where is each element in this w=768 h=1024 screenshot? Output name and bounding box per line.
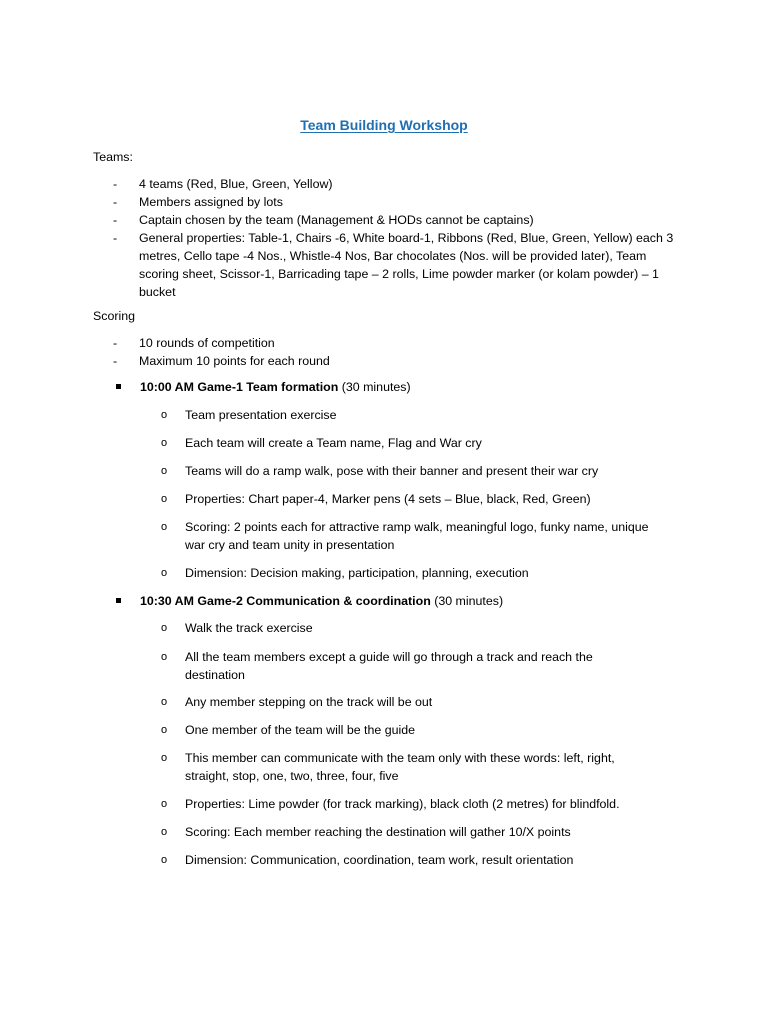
dash-marker: - bbox=[113, 195, 118, 209]
list-item-text: Team presentation exercise bbox=[185, 408, 337, 422]
game-1-duration: (30 minutes) bbox=[338, 380, 411, 394]
list-item-text: Scoring: 2 points each for attractive ramp walk, meaningful logo, funky name, unique war cry and team unity in presentation bbox=[185, 520, 649, 552]
circle-bullet-icon: o bbox=[161, 465, 168, 477]
list-item bbox=[113, 352, 683, 370]
dash-marker: - bbox=[113, 231, 118, 245]
list-item-text: 4 teams (Red, Blue, Green, Yellow) bbox=[139, 177, 333, 191]
scoring-heading: Scoring bbox=[93, 309, 136, 323]
list-item bbox=[113, 211, 683, 229]
circle-bullet-icon: o bbox=[161, 752, 168, 764]
game-1-title-bold: 10:00 AM Game-1 Team formation bbox=[140, 380, 339, 394]
list-item-text: General properties: Table-1, Chairs -6, White board-1, Ribbons (Red, Blue, Green, Yellow) each 3 metres, Cello tape -4 Nos., Whistle-4 Nos, Bar chocolates (Nos. will be provided later), Team scoring sheet, Scissor-1, Barricading tape – 2 rolls, Lime powder marker (or kolam powder) – 1 bucket bbox=[139, 231, 674, 299]
list-item bbox=[113, 175, 683, 193]
list-item-text: Walk the track exercise bbox=[185, 621, 313, 635]
list-item-text: Scoring: Each member reaching the destination will gather 10/X points bbox=[185, 825, 571, 839]
list-item bbox=[113, 229, 683, 301]
circle-bullet-icon: o bbox=[161, 493, 168, 505]
square-bullet-icon bbox=[116, 598, 121, 603]
circle-bullet-icon: o bbox=[161, 651, 168, 663]
dash-marker: - bbox=[113, 354, 118, 368]
list-item-text: Properties: Lime powder (for track marking), black cloth (2 metres) for blindfold. bbox=[185, 797, 620, 811]
circle-bullet-icon: o bbox=[161, 696, 168, 708]
list-item-text: Maximum 10 points for each round bbox=[139, 354, 330, 368]
circle-bullet-icon: o bbox=[161, 798, 168, 810]
game-2-title bbox=[140, 592, 503, 610]
list-item-text: Teams will do a ramp walk, pose with their banner and present their war cry bbox=[185, 464, 599, 478]
square-bullet-icon bbox=[116, 384, 121, 389]
list-item-text: Dimension: Decision making, participation, planning, execution bbox=[185, 566, 529, 580]
teams-list bbox=[113, 175, 683, 301]
circle-bullet-icon: o bbox=[161, 521, 168, 533]
dash-marker: - bbox=[113, 336, 118, 350]
circle-bullet-icon: o bbox=[161, 854, 168, 866]
list-item-text: Each team will create a Team name, Flag and War cry bbox=[185, 436, 482, 450]
dash-marker: - bbox=[113, 213, 118, 227]
list-item-text: All the team members except a guide will go through a track and reach the destination bbox=[185, 650, 593, 682]
dash-marker: - bbox=[113, 177, 118, 191]
document-title: Team Building Workshop bbox=[300, 117, 468, 133]
circle-bullet-icon: o bbox=[161, 724, 168, 736]
list-item-text: 10 rounds of competition bbox=[139, 336, 275, 350]
list-item bbox=[113, 193, 683, 211]
scoring-list bbox=[113, 334, 683, 370]
list-item-text: This member can communicate with the team only with these words: left, right, straight, stop, one, two, three, four, five bbox=[185, 751, 615, 783]
list-item bbox=[113, 334, 683, 352]
game-2-duration: (30 minutes) bbox=[430, 594, 504, 608]
list-item-text: Dimension: Communication, coordination, team work, result orientation bbox=[185, 853, 574, 867]
list-item-text: Members assigned by lots bbox=[139, 195, 283, 209]
circle-bullet-icon: o bbox=[161, 567, 168, 579]
list-item-text: Any member stepping on the track will be out bbox=[185, 695, 433, 709]
circle-bullet-icon: o bbox=[161, 826, 168, 838]
teams-heading: Teams: bbox=[93, 150, 133, 164]
circle-bullet-icon: o bbox=[161, 622, 168, 634]
circle-bullet-icon: o bbox=[161, 409, 168, 421]
circle-bullet-icon: o bbox=[161, 437, 168, 449]
game-2-title-bold: 10:30 AM Game-2 Communication & coordination bbox=[140, 594, 431, 608]
list-item-text: One member of the team will be the guide bbox=[185, 723, 416, 737]
game-1-title bbox=[140, 378, 411, 396]
list-item-text: Properties: Chart paper-4, Marker pens (4 sets – Blue, black, Red, Green) bbox=[185, 492, 591, 506]
list-item-text: Captain chosen by the team (Management & HODs cannot be captains) bbox=[139, 213, 534, 227]
